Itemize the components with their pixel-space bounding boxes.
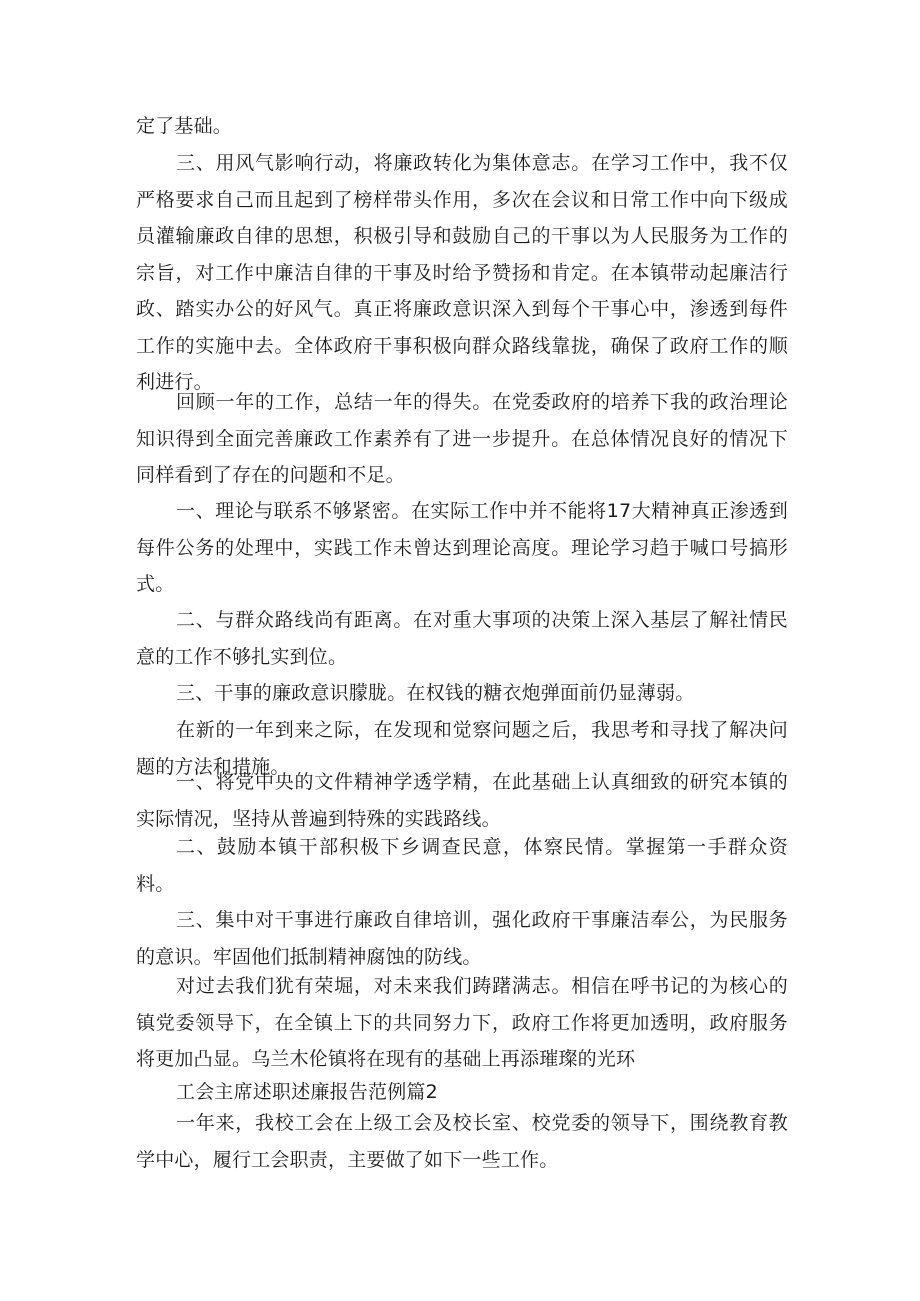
paragraph-continuation: 定了基础。	[136, 115, 233, 137]
paragraph-problem-two: 二、与群众路线尚有距离。在对重大事项的决策上深入基层了解社情民意的工作不够扎实到位。	[136, 609, 788, 668]
paragraph-problem-one: 一、理论与联系不够紧密。在实际工作中并不能将17大精神真正渗透到每件公务的处理中，实践工作未曾达到理论高度。理论学习趋于喊口号搞形式。	[136, 500, 788, 595]
section-heading: 工会主席述职述廉报告范例篇2	[176, 1081, 438, 1103]
paragraph-review: 回顾一年的工作，总结一年的得失。在党委政府的培养下我的政治理论知识得到全面完善廉政工作素养有了进一步提升。在总体情况良好的情况下同样看到了存在的问题和不足。	[136, 391, 788, 486]
paragraph-new-year: 在新的一年到来之际，在发现和觉察问题之后，我思考和寻找了解决问题的方法和措施。	[136, 719, 788, 778]
paragraph-item-three-style: 三、用风气影响行动，将廉政转化为集体意志。在学习工作中，我不仅严格要求自己而且起到了榜样带头作用，多次在会议和日常工作中向下级成员灌输廉政自律的思想，积极引导和鼓励自己的干事以为人民服务为工作的宗旨，对工作中廉洁自律的干事及时给予赞扬和肯定。在本镇带动起廉洁行政、踏实办公的好风气。真正将廉政意识深入到每个干事心中，渗透到每件工作的实施中去。全体政府干事积极向群众路线靠拢，确保了政府工作的顺利进行。	[136, 152, 788, 393]
paragraph-problem-three: 三、干事的廉政意识朦胧。在权钱的糖衣炮弹面前仍显薄弱。	[176, 682, 695, 704]
paragraph-section-intro: 一年来，我校工会在上级工会及校长室、校党委的领导下，围绕教育教学中心，履行工会职责，主要做了如下一些工作。	[136, 1112, 788, 1171]
paragraph-conclusion: 对过去我们犹有荣堀，对未来我们踌躇满志。相信在呼书记的为核心的镇党委领导下，在全镇上下的共同努力下，政府工作将更加透明，政府服务将更加凸显。乌兰木伦镇将在现有的基础上再添璀璨的光环	[136, 975, 788, 1070]
paragraph-measure-two: 二、鼓励本镇干部积极下乡调查民意，体察民情。掌握第一手群众资料。	[136, 836, 788, 895]
paragraph-measure-one: 一、将党中央的文件精神学透学精，在此基础上认真细致的研究本镇的实际情况，坚持从普遍到特殊的实践路线。	[136, 771, 788, 830]
paragraph-measure-three: 三、集中对干事进行廉政自律培训，强化政府干事廉洁奉公，为民服务的意识。牢固他们抵制精神腐蚀的防线。	[136, 909, 788, 968]
